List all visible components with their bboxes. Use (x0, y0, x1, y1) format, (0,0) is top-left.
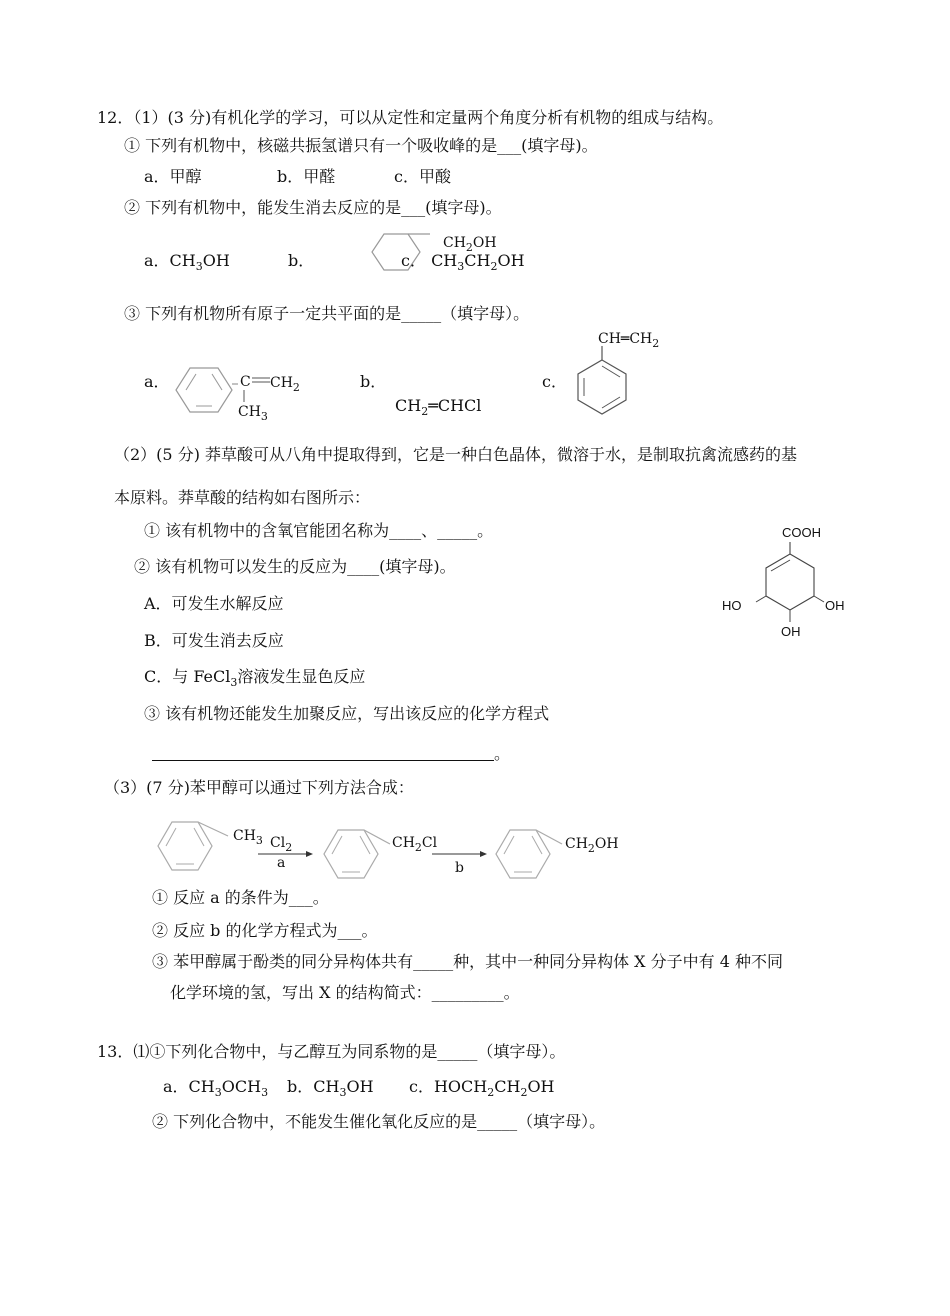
alpha-methylstyrene-ring (176, 364, 236, 416)
q12-part3-q1: ① 反应 a 的条件为___。 (152, 888, 329, 907)
styrene-ring (576, 346, 630, 414)
q12-1-opt-b: b．甲醛 (277, 167, 336, 186)
q13-opt-b: b．$CH_3OH$ (287, 1077, 374, 1099)
q12-part2-opt-a: A．可发生水解反应 (144, 594, 284, 613)
q12-part3-q3-line2: 化学环境的氢，写出 X 的结构简式：_________。 (170, 983, 520, 1002)
shikimic-acid-ring (740, 540, 840, 630)
arrow-a (258, 850, 314, 860)
q12-2-opt-b-ch2oh: $CH_2OH$ (443, 235, 497, 254)
shikimic-oh-right: OH (825, 598, 845, 613)
q12-part2-opt-b: B．可发生消去反应 (144, 631, 284, 650)
q12-2-stem: ② 下列有机物中，能发生消去反应的是___(填字母)。 (124, 198, 502, 217)
benzyl-alcohol-ch2oh: $CH_2OH$ (565, 836, 619, 855)
q12-part2-q1: ① 该有机物中的含氧官能团名称为____、_____。 (144, 521, 494, 540)
q12-part2-opt-c: C．与 FeCl$_3$溶液发生显色反应 (144, 667, 366, 689)
q12-3-opt-a-ch2: $CH_2$ (270, 375, 300, 394)
q12-3-opt-c-label: c． (542, 372, 567, 391)
q12-part2-line1: （2）(5 分) 莽草酸可从八角中提取得到，它是一种白色晶体，微溶于水，是制取抗禽流感药的基 (114, 445, 798, 464)
shikimic-oh-bottom: OH (781, 624, 801, 639)
q12-3-opt-a-ch3: $CH_3$ (238, 404, 268, 423)
q12-part3-head: （3）(7 分)苯甲醇可以通过下列方法合成： (104, 778, 414, 797)
double-bond (251, 376, 271, 386)
arrow-a-label: a (277, 855, 286, 871)
q12-2-opt-a: a．$CH_3OH$ (144, 251, 230, 273)
q12-3-opt-a-label: a． (144, 372, 170, 391)
q12-part2-q2: ② 该有机物可以发生的反应为____(填字母)。 (134, 557, 456, 576)
answer-blank-line (152, 760, 494, 761)
q12-3-opt-b-formula: $CH_2═CHCl$ (395, 396, 482, 418)
q12-3-opt-c-vinyl: $CH═CH_2$ (598, 331, 660, 350)
toluene-ch3: $CH_3$ (233, 828, 263, 847)
q12-2-opt-b-label: b． (288, 251, 315, 270)
benzyl-chloride-ch2cl: $CH_2Cl$ (392, 835, 438, 854)
q13-heading: 13．⑴①下列化合物中，与乙醇互为同系物的是_____（填字母）。 (97, 1042, 566, 1061)
q12-1-opt-c: c．甲酸 (394, 167, 451, 186)
q13-opt-a: a．$CH_3OCH_3$ (163, 1077, 269, 1099)
q12-2-opt-c: c． $CH_3CH_2OH$ (401, 251, 525, 273)
q12-3-stem: ③ 下列有机物所有原子一定共平面的是_____（填字母）。 (124, 304, 530, 323)
q12-1-stem: ① 下列有机物中，核磁共振氢谱只有一个吸收峰的是___(填字母)。 (124, 136, 598, 155)
q12-part2-line2: 本原料。莽草酸的结构如右图所示： (114, 488, 371, 507)
arrow-b-label: b (455, 860, 464, 876)
q12-part2-q3: ③ 该有机物还能发生加聚反应，写出该反应的化学方程式 (144, 704, 550, 723)
shikimic-ho-left: HO (722, 598, 742, 613)
q12-3-opt-a-c: C (240, 374, 251, 390)
q12-heading: 12．（1）(3 分)有机化学的学习，可以从定性和定量两个角度分析有机物的组成与结构。 (97, 108, 724, 127)
q13-q2: ② 下列化合物中，不能发生催化氧化反应的是_____（填字母）。 (152, 1112, 606, 1131)
shikimic-cooh: COOH (782, 525, 821, 540)
q12-3-opt-b-label: b． (360, 372, 387, 391)
answer-blank-end: 。 (494, 744, 511, 763)
q12-1-opt-a: a．甲醇 (144, 167, 202, 186)
q12-part3-q2: ② 反应 b 的化学方程式为___。 (152, 921, 378, 940)
q12-part3-q3-line1: ③ 苯甲醇属于酚类的同分异构体共有_____种，其中一种同分异构体 X 分子中有 4 种不同 (152, 952, 784, 971)
q13-opt-c: c．$HOCH_2CH_2OH$ (409, 1077, 555, 1099)
reagent-cl2: $Cl_2$ (270, 835, 293, 854)
